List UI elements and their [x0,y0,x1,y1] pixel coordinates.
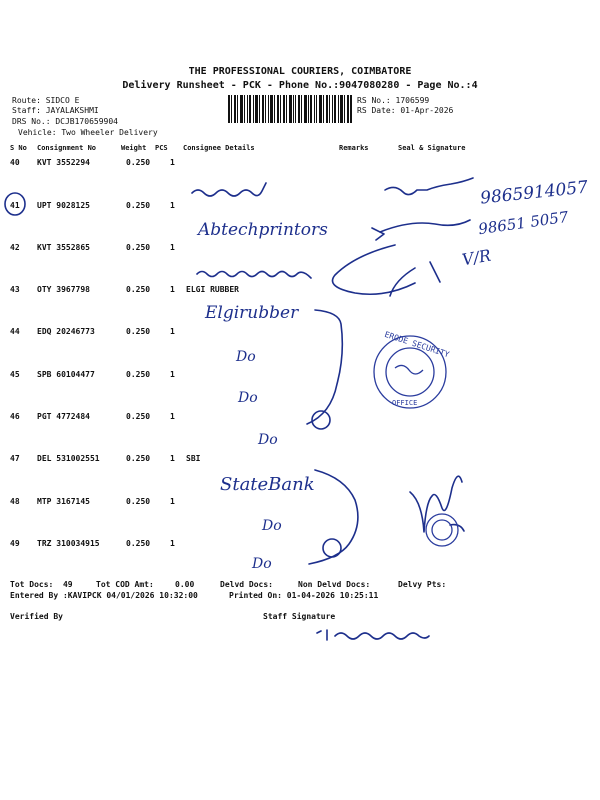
row-consignment: TRZ 310034915 [37,539,100,548]
row-sno: 48 [10,497,20,506]
delivered-docs: Delvd Docs: [220,580,273,589]
row-sno: 45 [10,370,20,379]
row-sno: 47 [10,454,20,463]
row-pcs: 1 [170,285,175,294]
vehicle-label: Vehicle: Two Wheeler Delivery [18,128,158,137]
row-pcs: 1 [170,370,175,379]
handwritten-ditto: Do [258,432,278,448]
handwritten-ditto: Do [262,518,282,534]
row-sno: 42 [10,243,20,252]
drs-label: DRS No.: DCJB170659904 [12,117,118,126]
company-title: THE PROFESSIONAL COURIERS, COIMBATORE [188,66,412,77]
handwritten-phone-1: 9865914057 [479,177,589,209]
row-pcs: 1 [170,497,175,506]
row-sno: 44 [10,327,20,336]
verified-by: Verified By [10,612,63,621]
handwritten-company: Abtechprintors [198,220,328,240]
row-consignee-details: SBI [186,454,201,463]
row-pcs: 1 [170,201,175,210]
row-weight: 0.250 [126,412,151,421]
row-pcs: 1 [170,243,175,252]
col-consignment: Consignment No [37,144,97,152]
handwritten-statebank: StateBank [220,474,315,495]
rs-date: RS Date: 01-Apr-2026 [357,106,454,115]
row-pcs: 1 [170,158,175,167]
non-delivered-docs: Non Delvd Docs: [298,580,371,589]
row-pcs: 1 [170,539,175,548]
row-sno: 41 [10,201,20,210]
row-weight: 0.250 [126,158,151,167]
row-sno: 40 [10,158,20,167]
handwritten-ditto: Do [236,349,256,365]
col-seal-signature: Seal & Signature [398,144,466,152]
row-consignment: KVT 3552865 [37,243,90,252]
row-weight: 0.250 [126,327,151,336]
handwritten-vr: V/R [460,245,493,270]
handwritten-ditto: Do [238,390,258,406]
handwritten-ditto: Do [252,556,272,572]
rs-number: RS No.: 1706599 [357,96,430,105]
row-sno: 43 [10,285,20,294]
handwriting-scribble [192,183,266,196]
staff-signature-stroke [317,630,429,640]
row-consignment: SPB 60104477 [37,370,95,379]
row-weight: 0.250 [126,370,151,379]
handwritten-elgi: Elgirubber [205,303,299,323]
stamp-2-ring [426,514,458,546]
row-41-circle [5,193,25,215]
printed-on: Printed On: 01-04-2026 10:25:11 [229,591,379,600]
col-sno: S No [10,144,27,152]
total-cod-label: Tot COD Amt: [96,580,154,589]
bracket-stroke [307,310,342,424]
row-weight: 0.250 [126,497,151,506]
runsheet-subtitle: Delivery Runsheet - PCK - Phone No.:9047080280 - Page No.:4 [122,80,478,91]
delivery-points: Delvy Pts: [398,580,447,589]
row-consignment: PGT 4772484 [37,412,90,421]
staff-signature-label: Staff Signature [263,612,336,621]
arrow-head [372,228,384,240]
staff-label: Staff: JAYALAKSHMI [12,106,99,115]
row-pcs: 1 [170,412,175,421]
stamp-text-bottom: OFFICE [392,399,418,407]
route-label: Route: SIDCO E [12,96,80,105]
col-remarks: Remarks [339,144,369,152]
row-consignment: OTY 3967798 [37,285,90,294]
col-weight: Weight [121,144,147,152]
row-consignment: MTP 3167145 [37,497,90,506]
stamp-text-top: ERODE SECURITY [383,329,451,360]
row-weight: 0.250 [126,285,151,294]
curve-stroke [333,245,416,294]
row-consignment: KVT 3552294 [37,158,90,167]
row-consignee-details: ELGI RUBBER [186,285,239,294]
row-weight: 0.250 [126,243,151,252]
handwritten-phone-2: 98651 5057 [477,207,570,239]
total-cod-value: 0.00 [175,580,195,589]
arrow-stroke [380,220,470,232]
row-weight: 0.250 [126,454,151,463]
row-pcs: 1 [170,327,175,336]
row-consignment: DEL 531002551 [37,454,100,463]
col-pcs: PCS [155,144,168,152]
row-consignment: UPT 9028125 [37,201,90,210]
row-sno: 49 [10,539,20,548]
row-weight: 0.250 [126,539,151,548]
entered-by: Entered By :KAVIPCK 04/01/2026 10:32:00 [10,591,198,600]
col-consignee: Consignee Details [183,144,255,152]
row-sno: 46 [10,412,20,421]
row-consignment: EDQ 20246773 [37,327,95,336]
row-pcs: 1 [170,454,175,463]
signature-stroke [385,178,473,195]
total-docs: Tot Docs: 49 [10,580,73,589]
signature-stroke-2 [410,476,462,532]
row-weight: 0.250 [126,201,151,210]
